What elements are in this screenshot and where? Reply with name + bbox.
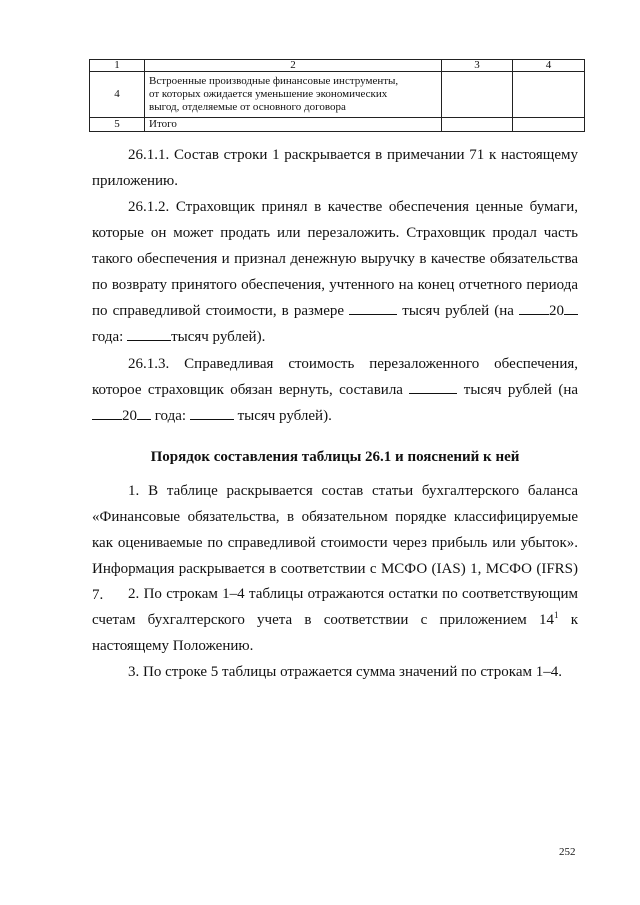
row-number: 4: [90, 72, 145, 118]
row-value-col3: [442, 118, 513, 132]
table-header-cell: 3: [442, 60, 513, 72]
row-name: [145, 118, 442, 132]
paragraph-rule-3: 3. По строке 5 таблицы отражается сумма значений по строкам 1–4.: [128, 664, 562, 680]
paragraph-26-1-1: 26.1.1. Состав строки 1 раскрывается в примечании 71 к настоящему приложению.: [92, 147, 578, 189]
table-header-cell: 2: [145, 60, 442, 72]
row-number: 5: [90, 118, 145, 132]
table-row: [90, 118, 585, 132]
row-value-col4: [513, 118, 585, 132]
table-header-row: [90, 60, 585, 72]
section-heading: Порядок составления таблицы 26.1 и пояснений к ней: [150, 449, 520, 465]
row-name: [145, 72, 442, 118]
paragraph-rule-1: 1. В таблице раскрывается состав статьи бухгалтерского баланса «Финансовые обязательства, в обязательном порядке классифицируемые как оцениваемые по справедливой стоимости через прибыль или убыток». Информация раскрывается в соответствии с МСФО (IAS) 1, МСФО (IFRS) 7.: [92, 483, 578, 603]
paragraph-rule-2: 2. По строкам 1–4 таблицы отражаются остатки по соответствующим счетам бухгалтерского учета в соответствии с приложением $14^1$ к настоящему Положению.: [92, 586, 578, 654]
blank-field: [190, 407, 234, 420]
row-name-line: от которых ожидается уменьшение экономических: [149, 88, 388, 100]
blank-field: [519, 302, 549, 315]
page-number: 252: [559, 846, 576, 858]
blank-field: [409, 381, 457, 394]
table-header-cell: 1: [90, 60, 145, 72]
table-row: [90, 72, 585, 118]
footnote-superscript: 1: [553, 610, 559, 620]
blank-field: [127, 328, 171, 341]
data-table: [89, 59, 585, 132]
row-name-line: Итого: [149, 118, 177, 130]
blank-field: [349, 302, 397, 315]
row-name-line: выгод, отделяемые от основного договора: [149, 101, 346, 113]
paragraph-26-1-3: 26.1.3. Справедливая стоимость перезаложенного обеспечения, которое страховщик обязан вернуть, составила тысяч рублей (на 20 года: тысяч рублей).: [92, 356, 579, 424]
blank-field: [137, 407, 151, 420]
blank-field: [564, 302, 578, 315]
blank-field: [92, 407, 122, 420]
table-header-cell: 4: [513, 60, 585, 72]
row-value-col3: [442, 72, 513, 118]
row-name-line: Встроенные производные финансовые инструменты,: [149, 75, 399, 87]
row-value-col4: [513, 72, 585, 118]
paragraph-26-1-2: 26.1.2. Страховщик принял в качестве обеспечения ценные бумаги, которые он может продать или перезаложить. Страховщик продал часть такого обеспечения и признал денежную выручку в качестве обязательства по возврату принятого обеспечения, учтенного на конец отчетного периода по справедливой стоимости, в размере тысяч рублей (на 20 года: тысяч рублей).: [92, 199, 578, 345]
